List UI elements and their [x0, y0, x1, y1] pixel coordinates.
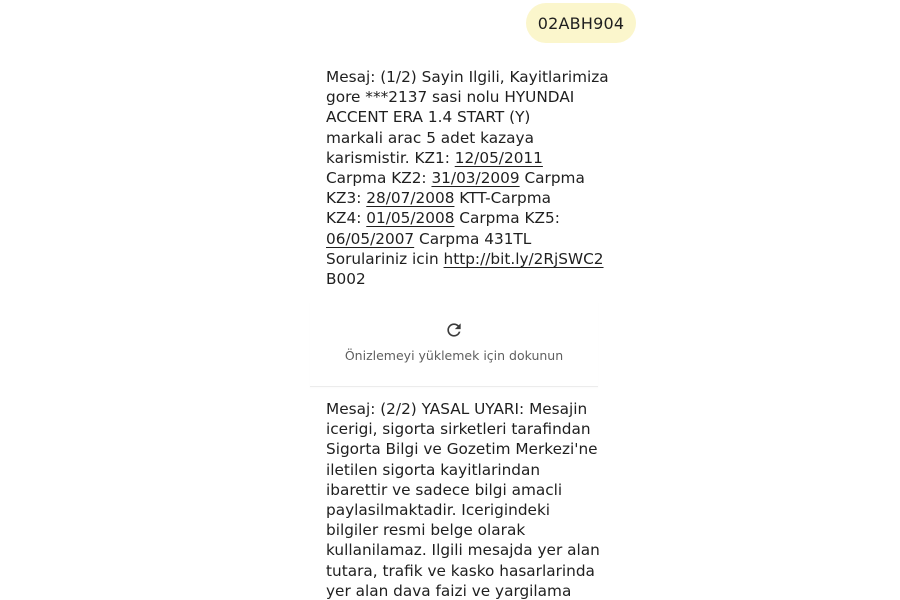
received-message-1[interactable]	[326, 67, 609, 289]
message-text: yer alan dava faizi ve yargilama	[326, 581, 572, 600]
message-line	[326, 480, 596, 500]
date-link[interactable]: 01/05/2008	[366, 209, 455, 228]
message-line	[326, 561, 596, 581]
message-text: Sorulariniz icin	[326, 249, 444, 268]
message-text: KZ3:	[326, 189, 367, 208]
received-message-2[interactable]	[326, 399, 600, 600]
message-line	[326, 188, 596, 208]
message-line	[326, 168, 596, 188]
message-line	[326, 460, 596, 480]
message-text: markali arac 5 adet kazaya	[326, 128, 534, 147]
message-line	[326, 540, 600, 560]
message-url-link[interactable]: http://bit.ly/2RjSWC2	[443, 249, 604, 268]
message-line	[326, 107, 596, 127]
date-link[interactable]: 28/07/2008	[366, 189, 455, 208]
message-text: Carpma 431TL	[414, 229, 532, 248]
message-text: paylasilmaktadir. Icerigindeki	[326, 501, 551, 520]
date-link[interactable]: 31/03/2009	[431, 169, 520, 188]
message-line	[326, 581, 596, 600]
message-line	[326, 439, 596, 459]
message-line	[326, 87, 596, 107]
message-text: Carpma	[519, 169, 585, 188]
message-line	[326, 128, 596, 148]
message-line	[326, 520, 596, 540]
message-text: KZ4:	[326, 209, 367, 228]
message-text: karismistir. KZ1:	[326, 148, 455, 167]
message-text: ibarettir ve sadece bilgi amacli	[326, 480, 563, 499]
message-text: gore ***2137 sasi nolu HYUNDAI	[326, 88, 575, 107]
message-line	[326, 500, 596, 520]
message-line	[326, 269, 596, 289]
preview-load-text: Önizlemeyi yüklemek için dokunun	[344, 348, 564, 363]
date-link[interactable]: 12/05/2011	[454, 148, 543, 167]
message-text: B002	[326, 270, 366, 289]
message-text: iletilen sigorta kayitlarindan	[326, 460, 541, 479]
message-text: Mesaj: (2/2) YASAL UYARI: Mesajin	[326, 400, 588, 418]
sent-message-bubble[interactable]	[526, 3, 636, 43]
message-text: tutara, trafik ve kasko hasarlarinda	[326, 561, 595, 580]
message-text: Carpma KZ2:	[326, 169, 432, 188]
refresh-icon[interactable]	[444, 320, 464, 340]
message-line	[326, 419, 596, 439]
date-link[interactable]: 06/05/2007	[326, 229, 415, 248]
message-text: icerigi, sigorta sirketleri tarafindan	[326, 420, 591, 439]
message-line	[326, 249, 604, 269]
message-text: Carpma KZ5:	[454, 209, 560, 228]
sent-message-text: 02ABH904	[537, 13, 625, 33]
message-line	[326, 229, 596, 249]
message-line	[326, 148, 596, 168]
message-text: ACCENT ERA 1.4 START (Y)	[326, 108, 531, 127]
link-preview-card[interactable]	[310, 302, 598, 387]
message-line	[326, 208, 596, 228]
message-text: bilgiler resmi belge olarak	[326, 521, 526, 540]
message-text: kullanilamaz. Ilgili mesajda yer alan	[326, 541, 600, 560]
message-text: Sigorta Bilgi ve Gozetim Merkezi'ne	[326, 440, 598, 459]
message-text: KTT-Carpma	[454, 189, 552, 208]
message-text: Mesaj: (1/2) Sayin Ilgili, Kayitlarimiza	[326, 68, 609, 86]
message-line	[326, 399, 596, 419]
message-line	[326, 67, 609, 87]
